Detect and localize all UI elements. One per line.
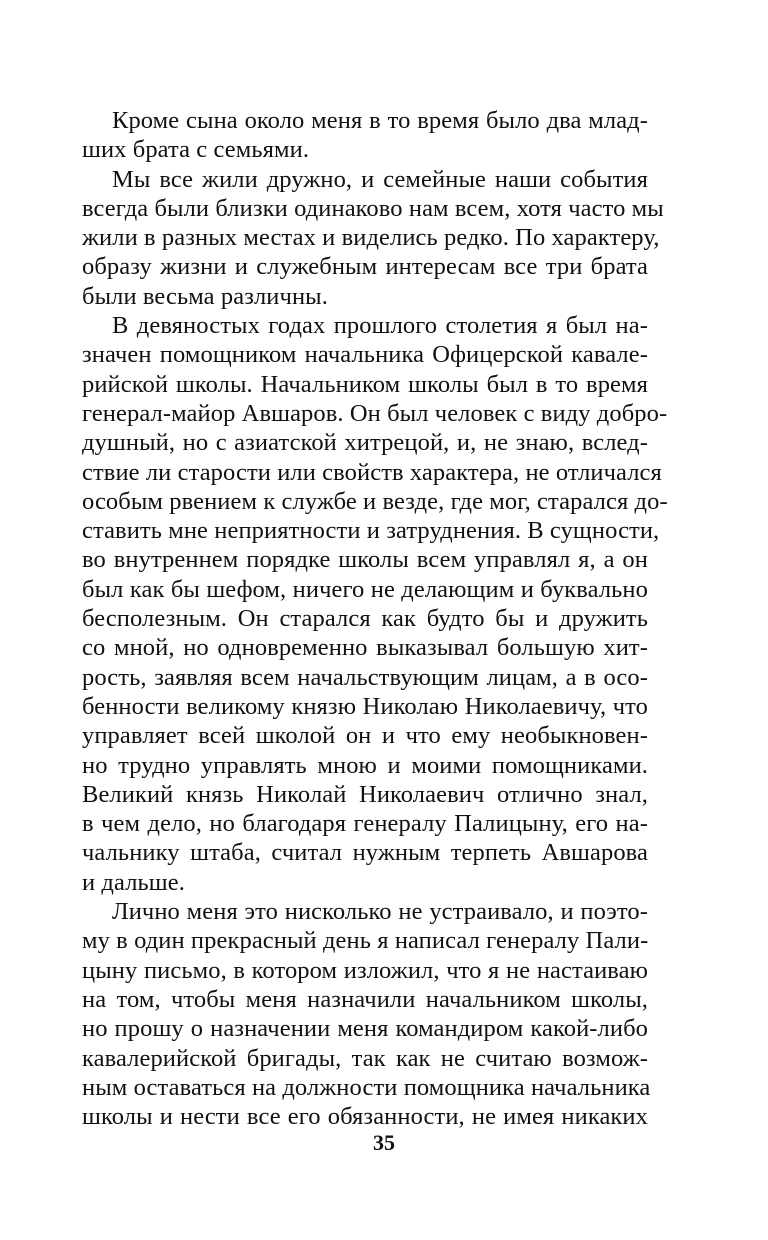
text-line: рийской школы. Начальником школы был в то время <box>82 370 648 398</box>
text-line: ставить мне неприятности и затруднения. В сущности, <box>82 517 660 545</box>
text-line: ным оставаться на должности помощника начальника <box>82 1073 651 1101</box>
text-line: му в один прекрасный день я написал генералу Пали- <box>82 927 649 955</box>
text-line: значен помощником начальника Офицерской кавале- <box>82 341 648 369</box>
text-line: но прошу о назначении меня командиром какой-либо <box>82 1015 648 1043</box>
text-line: Великий князь Николай Николаевич отлично знал, <box>82 780 648 808</box>
text-line: бенности великому князю Николаю Николаевичу, что <box>82 692 648 720</box>
page-number: 35 <box>373 1130 395 1155</box>
text-line: Мы все жили дружно, и семейные наши события <box>112 165 648 193</box>
text-line: Лично меня это нисколько не устраивало, и поэто- <box>112 898 648 926</box>
paragraph <box>82 106 648 165</box>
text-line: ствие ли старости или свойств характера, не отличался <box>82 458 662 486</box>
text-line: в чем дело, но благодаря генералу Палицыну, его на- <box>82 810 648 838</box>
text-line: но трудно управлять мною и моими помощниками. <box>82 751 648 779</box>
text-line: чальнику штаба, считал нужным терпеть Авшарова <box>82 839 648 867</box>
text-line: со мной, но одновременно выказывал большую хит- <box>82 634 648 662</box>
text-line: и дальше. <box>82 868 185 896</box>
text-line: В девяностых годах прошлого столетия я был на- <box>112 312 648 340</box>
text-line: был как бы шефом, ничего не делающим и буквально <box>82 575 648 603</box>
body-text <box>82 106 668 1131</box>
text-line: ших брата с семьями. <box>82 136 310 164</box>
text-line: во внутреннем порядке школы всем управлял я, а он <box>82 546 648 574</box>
paragraph <box>82 311 668 897</box>
text-line: цыну письмо, в котором изложил, что я не настаиваю <box>82 956 648 984</box>
text-line: были весьма различны. <box>82 282 328 310</box>
text-line: душный, но с азиатской хитрецой, и, не знаю, вслед- <box>82 429 648 457</box>
paragraph <box>82 897 651 1131</box>
text-line: бесполезным. Он старался как будто бы и дружить <box>82 605 648 633</box>
text-line: всегда были близки одинаково нам всем, хотя часто мы <box>82 194 664 222</box>
text-line: генерал-майор Авшаров. Он был человек с виду добро- <box>82 399 668 427</box>
text-line: особым рвением к службе и везде, где мог, старался до- <box>82 487 668 515</box>
text-line: кавалерийской бригады, так как не считаю возмож- <box>82 1044 648 1072</box>
text-line: Кроме сына около меня в то время было два млад- <box>112 107 648 134</box>
text-line: на том, чтобы меня назначили начальником школы, <box>82 985 648 1013</box>
text-line: управляет всей школой он и что ему необыкновен- <box>82 722 648 750</box>
text-line: школы и нести все его обязанности, не имея никаких <box>82 1103 648 1131</box>
text-line: образу жизни и служебным интересам все три брата <box>82 253 648 281</box>
paragraph <box>82 165 664 311</box>
text-line: рость, заявляя всем начальствующим лицам, а в осо- <box>82 663 648 691</box>
text-line: жили в разных местах и виделись редко. По характеру, <box>82 224 660 252</box>
